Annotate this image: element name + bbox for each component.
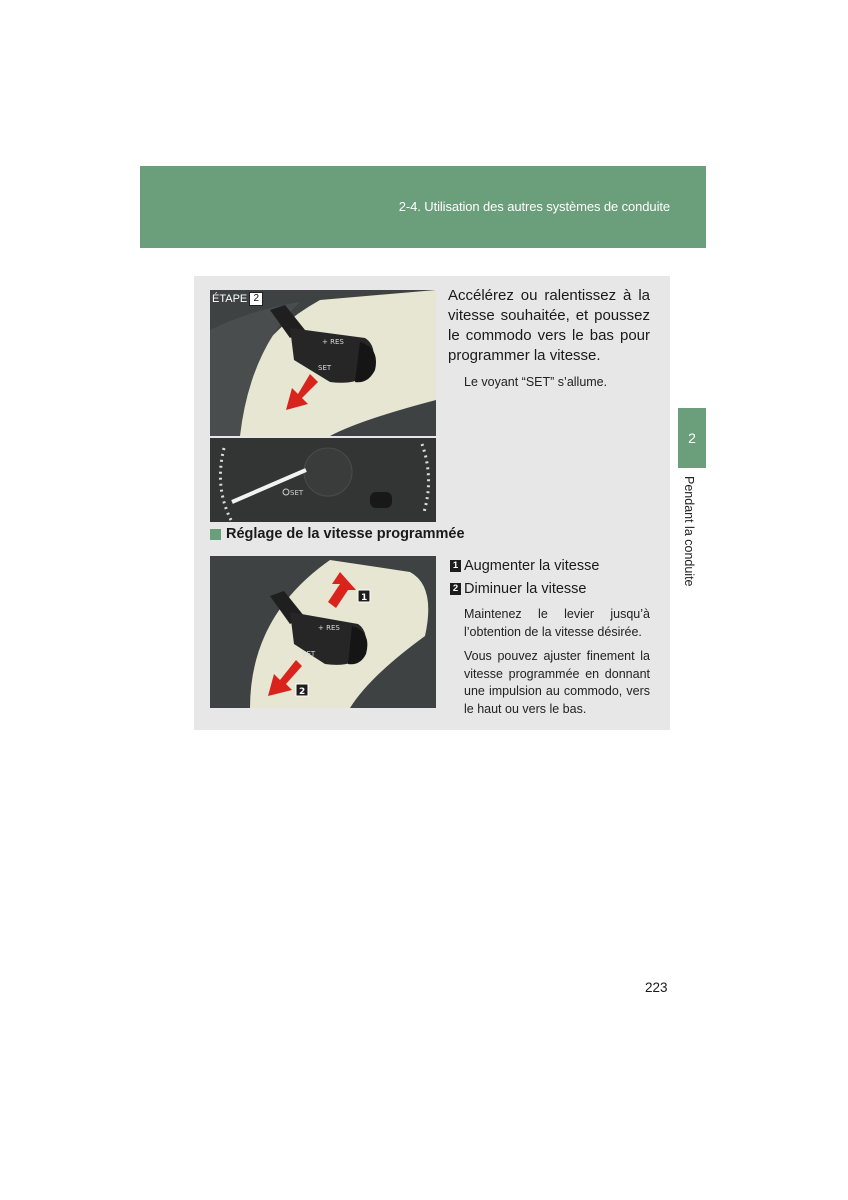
lever-res-label: + RES — [322, 338, 344, 346]
item-number: 1 — [450, 560, 461, 572]
step-label: ÉTAPE 2 — [212, 292, 263, 306]
lever-set-label: SET — [318, 364, 332, 372]
chapter-tab — [678, 408, 706, 468]
chapter-header — [140, 166, 706, 248]
lever-push-down-illustration — [210, 290, 436, 436]
item-number: 2 — [450, 583, 461, 595]
chapter-number: 2 — [688, 430, 696, 446]
section-title: 2-4. Utilisation des autres systèmes de conduite — [398, 199, 670, 214]
gauge-set-label: SET — [290, 489, 304, 497]
step-instruction: Accélérez ou ralentissez à la vitesse souhaitée, et poussez le commodo vers le bas pour programmer la vitesse. — [448, 287, 650, 364]
lever-set-label: SET — [302, 650, 316, 658]
section-note-hold: Maintenez le levier jusqu’à l’obtention de la vitesse désirée. — [464, 607, 650, 639]
section-heading: Réglage de la vitesse programmée — [210, 526, 465, 542]
chapter-label: Pendant la conduite — [682, 476, 696, 587]
item-text: Augmenter la vitesse — [464, 558, 600, 574]
page-number: 223 — [645, 980, 668, 995]
callout-1: 1 — [361, 593, 368, 603]
set-indicator-gauge-illustration — [210, 438, 436, 522]
lever-res-label: + RES — [318, 624, 340, 632]
lever-up-down-illustration — [210, 556, 436, 708]
list-item — [450, 558, 599, 574]
step-note: Le voyant “SET” s’allume. — [464, 375, 608, 389]
callout-2: 2 — [299, 687, 306, 697]
item-text: Diminuer la vitesse — [464, 581, 587, 597]
content-panel — [194, 276, 670, 730]
square-bullet-icon — [210, 529, 221, 540]
list-item — [450, 581, 587, 597]
section-note-adjust: Vous pouvez ajuster finement la vitesse programmée en donnant une impulsion au commodo, vers le haut ou vers le bas. — [464, 649, 650, 716]
step-number: 2 — [249, 292, 263, 306]
